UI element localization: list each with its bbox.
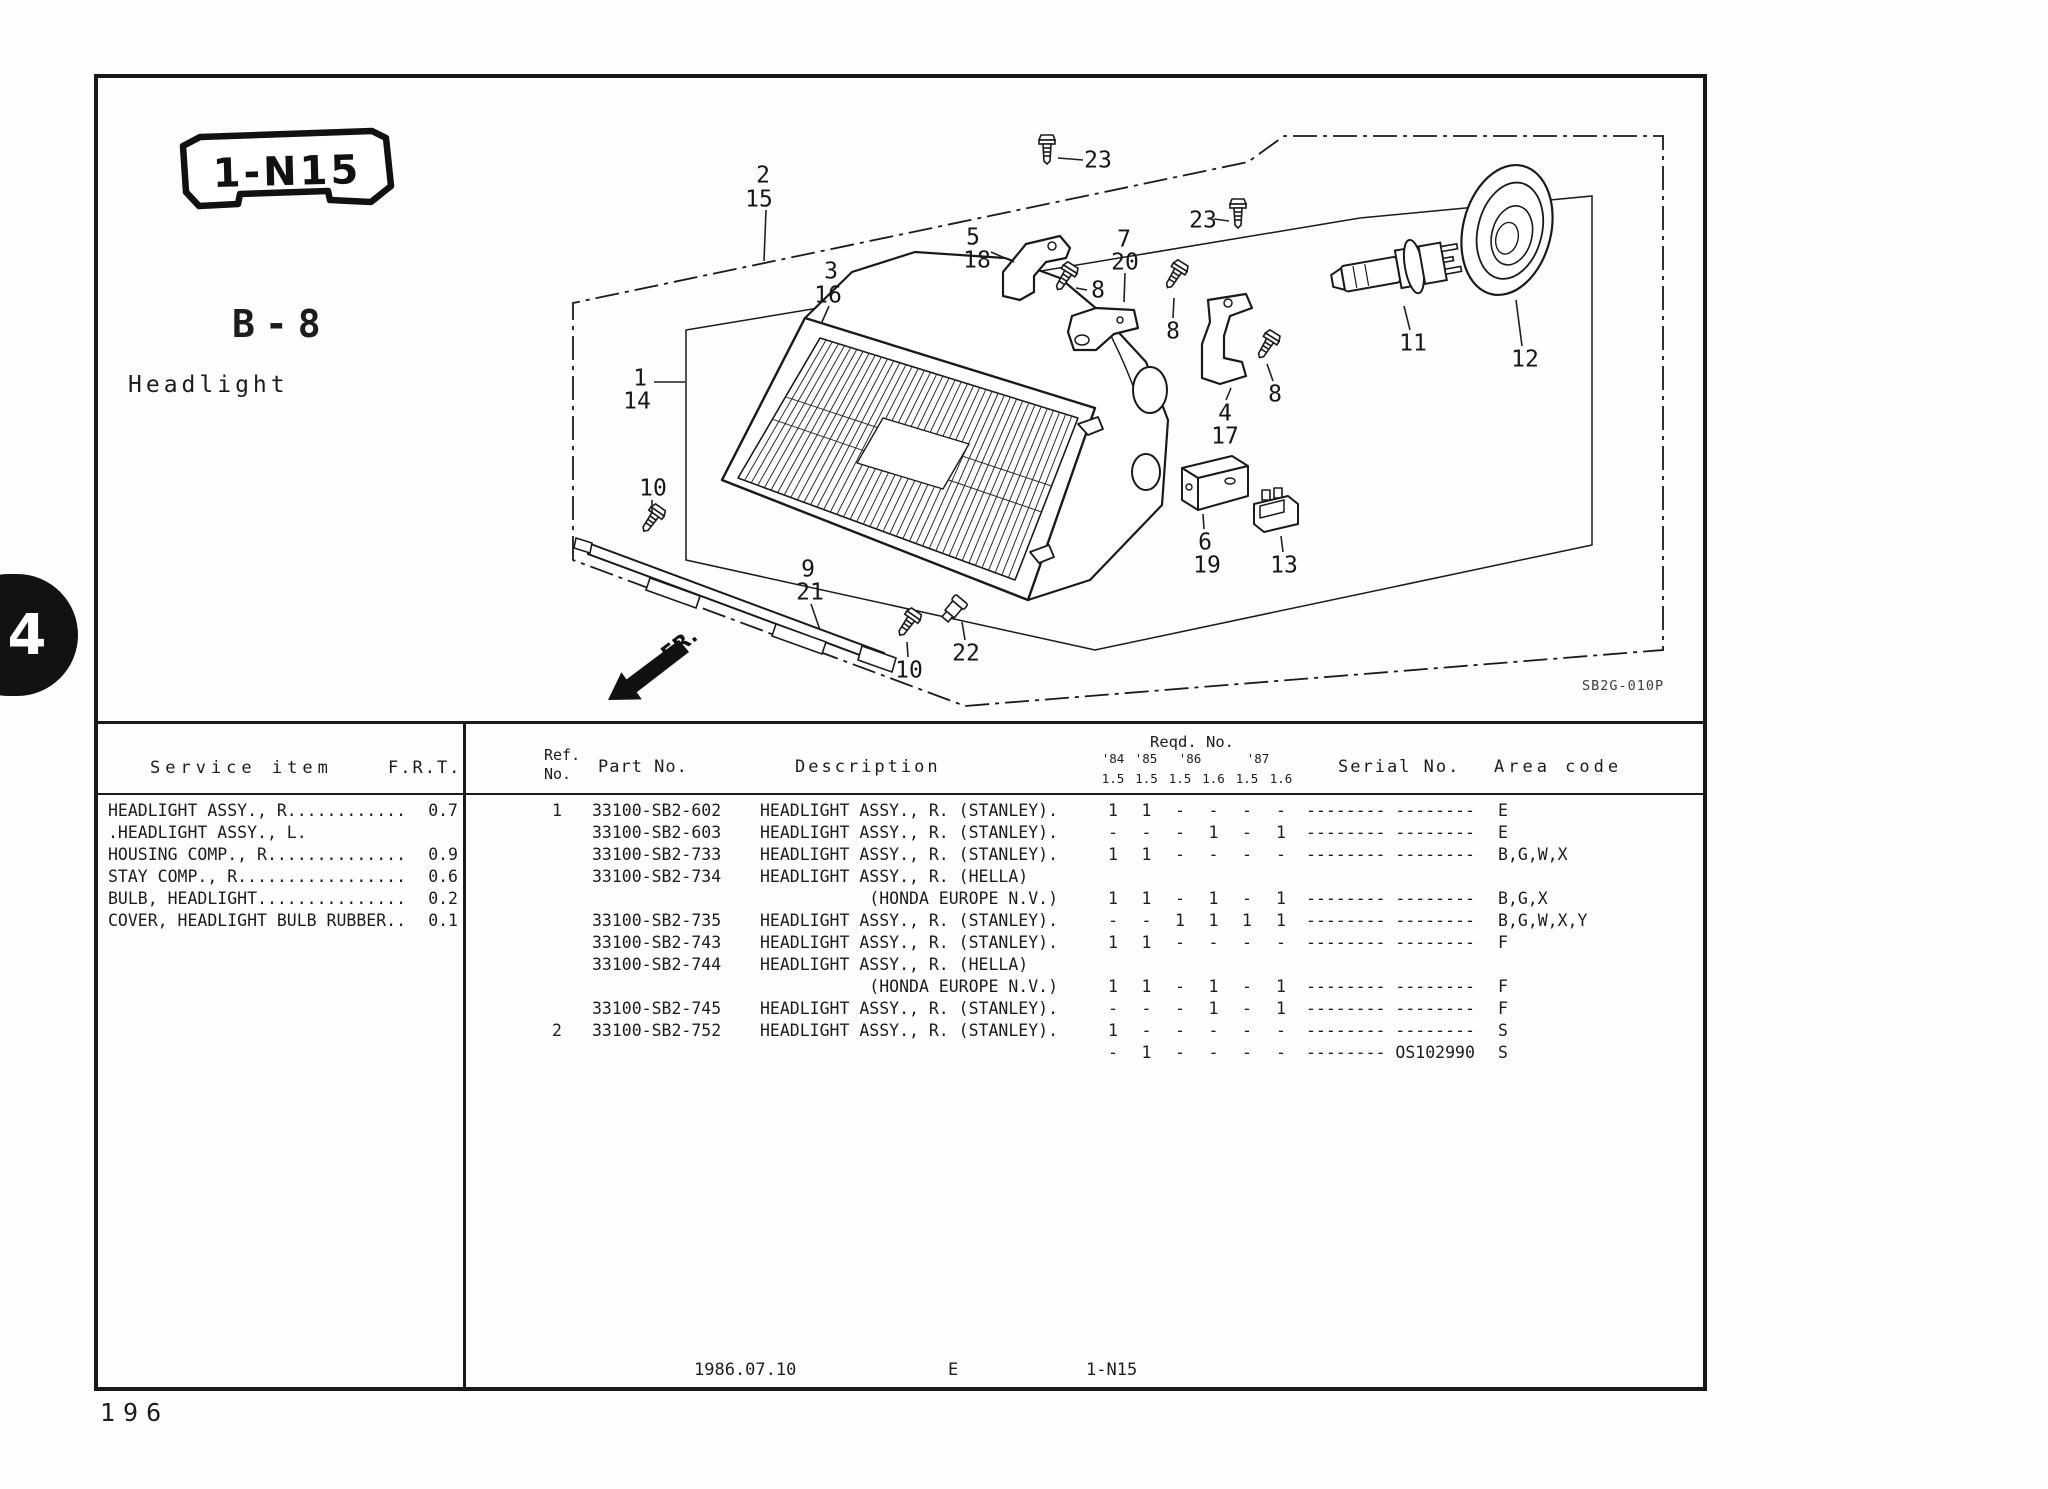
part-description: HEADLIGHT ASSY., R. (STANLEY). [760,933,1059,952]
part-label: 11 [1399,330,1427,357]
part-label: 4 [1218,400,1232,427]
parts-table-row [0,932,2048,954]
part-serial-no: -------- -------- [1306,999,1475,1018]
part-number: 33100-SB2-603 [592,823,722,842]
displacement-col-header: 1.5 [1235,771,1259,786]
part-area-code: E [1498,823,1508,842]
year-col-header: '86 [1178,751,1202,766]
part-qty: 1 [1276,977,1286,996]
part-qty: 1 [1175,911,1185,930]
parts-table-row [0,1020,2048,1042]
part-qty: - [1242,889,1252,908]
parts-table-row [0,822,2048,844]
part-qty: - [1141,911,1152,930]
part-qty: 1 [1208,977,1219,996]
service-item-name: COVER, HEADLIGHT BULB RUBBER.. [108,911,407,930]
part-number: 33100-SB2-744 [592,955,722,974]
part-label: 22 [952,640,980,667]
part-description: HEADLIGHT ASSY., R. (STANLEY). [760,801,1059,820]
parts-table-row [0,998,2048,1020]
part-qty: - [1108,999,1118,1018]
displacement-col-header: 1.6 [1202,771,1225,786]
part-number: 33100-SB2-602 [592,801,722,820]
displacement-col-header: 1.5 [1101,771,1125,786]
part-number: 33100-SB2-745 [592,999,722,1018]
parts-table-row [0,1042,2048,1064]
service-item-frt: 0.2 [428,889,458,908]
part-label: 5 [966,224,980,251]
part-qty: - [1141,823,1152,842]
part-label: 8 [1166,318,1180,345]
part-label: 20 [1111,249,1139,276]
page-number: 196 [100,1398,170,1427]
parts-table-row [0,910,2048,932]
part-qty: - [1208,801,1219,820]
year-col-header: '84 [1101,751,1125,766]
footer-region-code: E [948,1360,959,1380]
footer-date: 1986.07.10 [694,1360,797,1380]
part-qty: 1 [1108,845,1118,864]
part-no-header: Part No. [598,757,688,777]
service-item-name: HOUSING COMP., R.............. [108,845,407,864]
part-qty: - [1242,845,1252,864]
part-label: 7 [1117,226,1131,253]
part-qty: 1 [1208,999,1219,1018]
part-area-code: S [1498,1043,1508,1062]
part-qty: 1 [1108,933,1118,952]
part-qty: - [1276,1021,1286,1040]
service-item-frt: 0.6 [428,867,458,886]
part-qty: - [1242,801,1252,820]
part-qty: - [1242,1021,1252,1040]
part-number: 33100-SB2-733 [592,845,722,864]
part-label: 1 [633,365,647,392]
part-area-code: F [1498,933,1508,952]
part-qty: 1 [1141,801,1152,820]
year-col-header: '85 [1134,751,1158,766]
part-qty: 1 [1108,1021,1118,1040]
part-serial-no: -------- -------- [1306,823,1475,842]
part-qty: - [1242,933,1252,952]
part-qty: 1 [1141,1043,1152,1062]
part-label: 2 [756,162,770,189]
parts-table-row [0,866,2048,888]
part-area-code: F [1498,999,1508,1018]
part-label: 8 [1091,277,1105,304]
service-item-name: .HEADLIGHT ASSY., L. [108,823,307,842]
page-title: Headlight [128,372,289,398]
service-item-frt: 0.9 [428,845,458,864]
ref-no-header-line2: No. [544,765,572,783]
part-number: 33100-SB2-743 [592,933,722,952]
part-label: 19 [1193,552,1221,579]
part-label: 23 [1084,147,1112,174]
footer-page-ref: 1-N15 [1086,1360,1138,1380]
part-area-code: B,G,X [1498,889,1548,908]
part-serial-no: -------- -------- [1306,1021,1475,1040]
part-serial-no: -------- OS102990 [1306,1043,1475,1062]
parts-table-row [0,888,2048,910]
part-ref-no: 2 [552,1021,562,1040]
part-qty: - [1208,933,1219,952]
part-qty: - [1175,933,1185,952]
parts-table-row [0,800,2048,822]
part-qty: - [1175,845,1185,864]
section-tab-number: 4 [7,602,47,668]
section-code: B-8 [232,302,331,346]
part-qty: 1 [1108,977,1118,996]
parts-table-row [0,954,2048,976]
part-label: 10 [639,475,667,502]
part-qty: 1 [1276,999,1286,1018]
displacement-col-header: 1.5 [1135,771,1158,786]
frt-header: F.R.T. [388,758,462,778]
part-qty: 1 [1208,823,1219,842]
part-label: 21 [796,579,824,606]
serial-no-header: Serial No. [1338,757,1461,777]
part-serial-no: -------- -------- [1306,845,1475,864]
part-label: 23 [1189,207,1217,234]
part-area-code: B,G,W,X [1498,845,1568,864]
part-qty: - [1141,999,1152,1018]
part-qty: 1 [1242,911,1252,930]
part-qty: 1 [1108,801,1118,820]
displacement-col-header: 1.6 [1269,771,1293,786]
part-description: HEADLIGHT ASSY., R. (HELLA) [760,867,1029,886]
part-label: 6 [1198,529,1212,556]
part-qty: - [1242,1043,1252,1062]
part-qty: - [1276,845,1286,864]
reqd-no-header: Reqd. No. [1150,733,1234,751]
part-serial-no: -------- -------- [1306,977,1475,996]
part-label: 3 [824,258,838,285]
part-qty: 1 [1141,933,1152,952]
part-description: HEADLIGHT ASSY., R. (STANLEY). [760,911,1059,930]
part-qty: 1 [1276,823,1286,842]
ref-no-header-line1: Ref. [544,746,581,764]
description-header: Description [795,757,941,777]
service-item-header: Service item [150,758,333,778]
part-serial-no: -------- -------- [1306,801,1475,820]
diagram-code: SB2G-010P [1582,678,1665,694]
part-label: 10 [895,657,923,684]
part-qty: - [1276,933,1286,952]
part-qty: - [1175,1043,1185,1062]
part-description: HEADLIGHT ASSY., R. (STANLEY). [760,1021,1059,1040]
part-area-code: B,G,W,X,Y [1498,911,1588,930]
part-description: HEADLIGHT ASSY., R. (HELLA) [760,955,1029,974]
page-ref-badge-text: 1-N15 [212,147,362,197]
part-serial-no: -------- -------- [1306,933,1475,952]
displacement-col-header: 1.5 [1168,771,1192,786]
part-qty: - [1208,845,1219,864]
parts-table-row [0,844,2048,866]
part-number: 33100-SB2-752 [592,1021,722,1040]
part-number: 33100-SB2-735 [592,911,722,930]
part-area-code: S [1498,1021,1508,1040]
part-label: 8 [1268,381,1282,408]
part-description: HEADLIGHT ASSY., R. (STANLEY). [760,999,1059,1018]
part-label: 12 [1511,346,1539,373]
part-qty: 1 [1208,911,1219,930]
service-item-frt: 0.7 [428,801,458,820]
part-serial-no: -------- -------- [1306,911,1475,930]
part-qty: 1 [1141,977,1152,996]
part-qty: - [1175,823,1185,842]
part-qty: - [1108,911,1118,930]
part-qty: - [1108,1043,1118,1062]
part-description: (HONDA EUROPE N.V.) [760,889,1059,908]
part-qty: - [1242,999,1252,1018]
part-description: (HONDA EUROPE N.V.) [760,977,1059,996]
part-qty: 1 [1141,845,1152,864]
part-qty: - [1242,823,1252,842]
part-label: 17 [1211,423,1239,450]
part-qty: - [1175,977,1185,996]
part-label: 16 [814,282,842,309]
part-area-code: F [1498,977,1508,996]
part-label: 15 [745,186,773,213]
part-qty: - [1276,1043,1286,1062]
part-qty: 1 [1141,889,1152,908]
parts-table-row [0,976,2048,998]
part-ref-no: 1 [552,801,562,820]
part-label: 14 [623,388,651,415]
part-qty: - [1208,1043,1219,1062]
part-qty: 1 [1108,889,1118,908]
part-number: 33100-SB2-734 [592,867,722,886]
part-qty: - [1175,889,1185,908]
part-label: 13 [1270,552,1298,579]
part-description: HEADLIGHT ASSY., R. (STANLEY). [760,845,1059,864]
part-area-code: E [1498,801,1508,820]
area-code-header: Area code [1494,757,1623,777]
service-item-frt: 0.1 [428,911,458,930]
part-qty: - [1175,999,1185,1018]
part-qty: - [1141,1021,1152,1040]
part-label: 9 [801,556,815,583]
part-qty: 1 [1276,889,1286,908]
part-label: 18 [963,247,991,274]
service-item-name: BULB, HEADLIGHT............... [108,889,407,908]
part-qty: - [1175,801,1185,820]
part-qty: - [1276,801,1286,820]
part-qty: - [1175,1021,1185,1040]
part-qty: 1 [1276,911,1286,930]
year-col-header: '87 [1246,751,1270,766]
fr-label: FR. [656,623,703,666]
part-description: HEADLIGHT ASSY., R. (STANLEY). [760,823,1059,842]
service-item-name: HEADLIGHT ASSY., R............ [108,801,407,820]
service-item-name: STAY COMP., R................. [108,867,407,886]
part-qty: - [1208,1021,1219,1040]
part-serial-no: -------- -------- [1306,889,1475,908]
part-qty: - [1108,823,1118,842]
part-qty: 1 [1208,889,1219,908]
part-qty: - [1242,977,1252,996]
